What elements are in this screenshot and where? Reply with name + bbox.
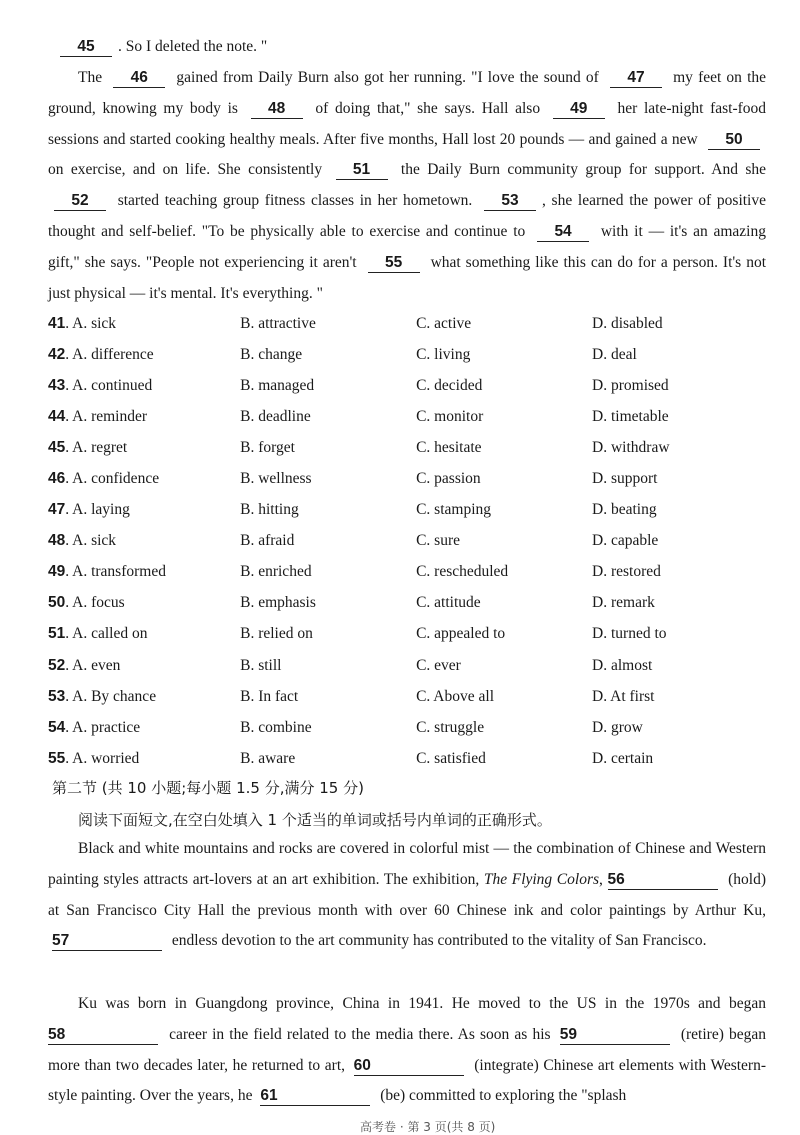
exhibition-title: The Flying Colors — [483, 870, 600, 888]
blank-53: 53 — [484, 191, 536, 211]
option-row: 52. A. even B. still C. ever D. almost — [48, 656, 653, 674]
page-footer: 高考卷 · 第 3 页(共 8 页) — [360, 1120, 496, 1134]
blank-59: 59 — [560, 1025, 670, 1045]
blank-60: 60 — [354, 1056, 464, 1076]
blank-49: 49 — [553, 99, 605, 119]
passage-paragraph-main: The 46 gained from Daily Burn also got her running. "I love the sound of 47 my feet on the ground, knowing my body is 48 of doing that," she says. Hall also 49 her late-night fast-food sessions and started cooking healthy meals. After five months, Hall lost 20 pounds — and gained a new 50 on exercise, and on life. She consistently 51 the Daily Burn community group for support. And she 52 started teaching group fitness classes in her hometown. 53 , she learned the power of positive thought and self-belief. "To be physically able to exercise and continue to 54 with it — it's an amazing gift," she says. "People not experiencing it aren't 55 what something like this can do for a person. It's not just physical — it's mental. It's everything. " — [48, 69, 767, 302]
blank-58: 58 — [48, 1025, 158, 1045]
blank-57: 57 — [52, 931, 162, 951]
section-heading: 第二节 (共 10 小题;每小题 1.5 分,满分 15 分) — [52, 779, 364, 797]
blank-51: 51 — [336, 160, 388, 180]
grammar-paragraph-1: Black and white mountains and rocks are covered in colorful mist — the combination of Chinese and Western painting styles attracts art-lovers at an art exhibition. The exhibition, The Flying Colors, 56 (hold) at San Francisco City Hall the previous month with over 60 Chinese ink and color paintings by Arthur Ku, 57 endless devotion to the art community has contributed to the vitality of San Francisco. — [48, 840, 767, 950]
blank-55: 55 — [368, 253, 420, 273]
blank-47: 47 — [610, 68, 662, 88]
blank-61: 61 — [260, 1086, 370, 1106]
blank-56: 56 — [608, 870, 718, 890]
option-row: 50. A. focus B. emphasis C. attitude D. remark — [48, 594, 655, 612]
blank-52: 52 — [54, 191, 106, 211]
blank-50: 50 — [708, 130, 760, 150]
option-row: 46. A. confidence B. wellness C. passion D. support — [48, 470, 658, 488]
option-row: 43. A. continued B. managed C. decided D. promised — [48, 376, 669, 394]
blank-54: 54 — [537, 222, 589, 242]
options-list — [48, 308, 768, 774]
option-row: 45. A. regret B. forget C. hesitate D. withdraw — [48, 438, 670, 456]
option-row: 55. A. worried B. aware C. satisfied D. certain — [48, 749, 654, 767]
section-instruction: 阅读下面短文,在空白处填入 1 个适当的单词或括号内单词的正确形式。 — [78, 811, 552, 829]
option-row: 41. A. sick B. attractive C. active D. disabled — [48, 314, 663, 332]
option-row: 42. A. difference B. change C. living D. deal — [48, 345, 637, 363]
option-row: 53. A. By chance B. In fact C. Above all D. At first — [48, 687, 655, 705]
option-row: 51. A. called on B. relied on C. appealed to D. turned to — [48, 625, 667, 643]
option-row: 44. A. reminder B. deadline C. monitor D. timetable — [48, 407, 669, 425]
passage-paragraph-top: 45 . So I deleted the note. " — [48, 32, 766, 63]
blank-48: 48 — [251, 99, 303, 119]
blank-46: 46 — [113, 68, 165, 88]
option-row: 47. A. laying B. hitting C. stamping D. beating — [48, 501, 657, 519]
option-row: 54. A. practice B. combine C. struggle D. grow — [48, 718, 643, 736]
option-row: 48. A. sick B. afraid C. sure D. capable — [48, 532, 659, 550]
grammar-paragraph-2: Ku was born in Guangdong province, China in 1941. He moved to the US in the 1970s and began 58 career in the field related to the media there. As soon as his 59 (retire) began more than two decades later, he returned to art, 60 (integrate) Chinese art elements with Western-style painting. Over the years, he 61 (be) committed to exploring the "splash — [48, 995, 767, 1105]
option-row: 49. A. transformed B. enriched C. rescheduled D. restored — [48, 563, 661, 581]
blank-45: 45 — [60, 37, 112, 57]
